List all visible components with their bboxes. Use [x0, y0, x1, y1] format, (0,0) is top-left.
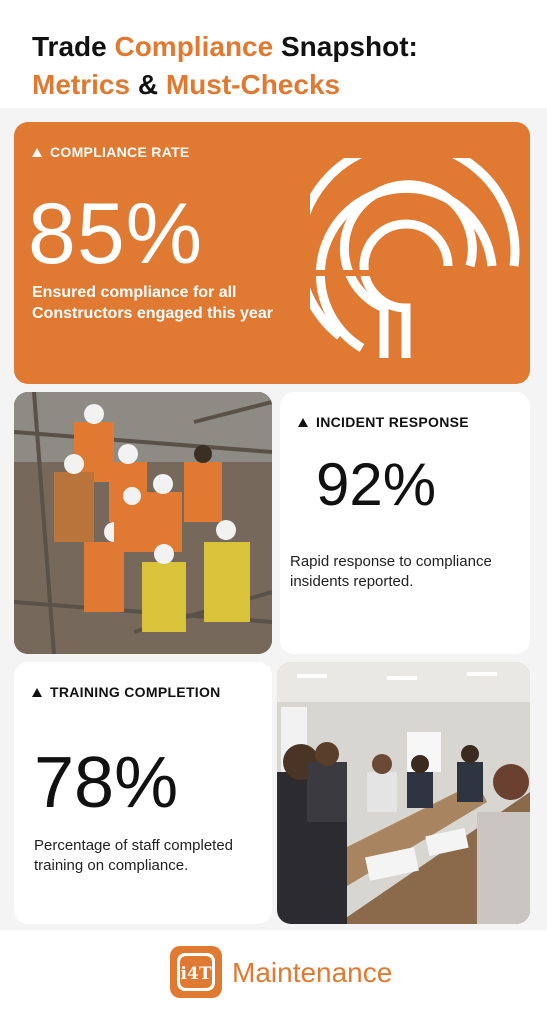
logo-text: i4T — [180, 964, 212, 984]
compliance-rate-label-text: COMPLIANCE RATE — [50, 144, 190, 160]
title-accent-must-checks: Must-Checks — [165, 69, 341, 100]
training-room-photo — [277, 662, 530, 924]
compliance-rate-description: Ensured compliance for all Constructors engaged this year — [32, 284, 273, 322]
training-completion-description: Percentage of staff completed training on compliance. — [34, 837, 234, 874]
title-part3: & — [130, 69, 166, 100]
training-completion-label-text: TRAINING COMPLETION — [50, 684, 221, 700]
i4t-logo-icon — [170, 946, 222, 998]
incident-response-card — [280, 392, 530, 654]
concentric-arc-icon — [310, 158, 520, 358]
compliance-rate-value: 85% — [28, 186, 204, 282]
brand-name: Maintenance — [232, 957, 393, 988]
page-title — [32, 28, 532, 104]
triangle-up-icon — [32, 148, 42, 157]
title-part1: Trade — [32, 31, 115, 62]
construction-workers-photo — [14, 392, 272, 654]
incident-response-label — [298, 414, 469, 430]
incident-response-value: 92% — [316, 451, 437, 518]
footer — [0, 930, 547, 1024]
training-completion-value: 78% — [34, 743, 179, 823]
training-completion-card — [14, 662, 272, 924]
triangle-up-icon — [298, 418, 308, 427]
incident-response-label-text: INCIDENT RESPONSE — [316, 414, 469, 430]
header — [0, 0, 547, 108]
title-part2: Snapshot: — [273, 31, 418, 62]
compliance-rate-card — [14, 122, 530, 384]
title-accent-metrics: Metrics — [32, 69, 131, 100]
compliance-rate-label — [32, 144, 190, 160]
training-completion-label — [32, 684, 221, 700]
triangle-up-icon — [32, 688, 42, 697]
incident-response-description: Rapid response to compliance insidents reported. — [290, 553, 492, 590]
title-accent-compliance: Compliance — [114, 31, 274, 62]
